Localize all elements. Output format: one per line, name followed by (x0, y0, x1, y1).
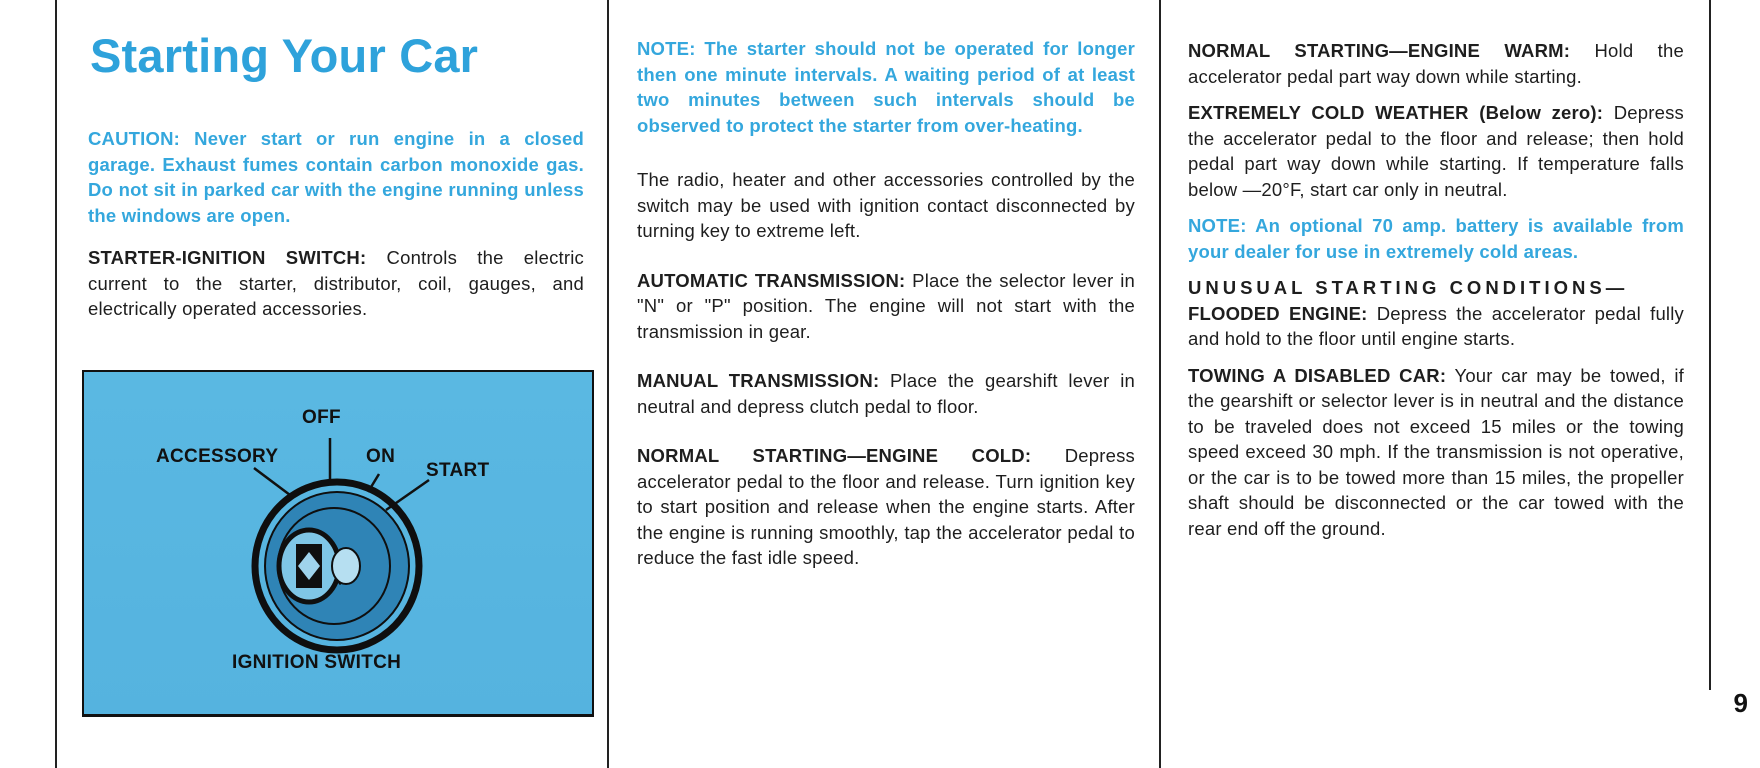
extreme-cold-text: Depress the accelerator pedal to the floor and release; then hold pedal part way down while starting. If temperature falls below —20°F, start car only in neutral. (1188, 102, 1684, 200)
flooded-engine-heading: FLOODED ENGINE: (1188, 302, 1368, 324)
column-divider-middle (607, 0, 609, 768)
off-label: OFF (302, 407, 341, 428)
unusual-conditions-paragraph (1188, 275, 1684, 352)
accessory-label: ACCESSORY (156, 446, 279, 467)
automatic-transmission-text: Place the selector lever in "N" or "P" position. The engine will not start with the transmission in gear. (637, 269, 1135, 342)
column-divider-far-right (1709, 0, 1711, 690)
column-divider-left (55, 0, 57, 768)
towing-paragraph (1188, 363, 1684, 542)
manual-transmission-paragraph (637, 368, 1135, 419)
engine-cold-text: Depress accelerator pedal to the floor and release. Turn ignition key to start position and release when the engine starts. After the engine is running smoothly, tap the accelerator pedal to reduce the fast idle speed. (637, 445, 1135, 568)
ignition-lock-icon (255, 482, 419, 650)
engine-warm-text: Hold the accelerator pedal part way down while starting. (1188, 40, 1684, 87)
extreme-cold-paragraph (1188, 100, 1684, 202)
start-label: START (426, 460, 490, 481)
unusual-conditions-heading: UNUSUAL STARTING CONDITIONS— (1188, 277, 1629, 298)
page-number: 9 (1733, 688, 1748, 718)
ignition-switch-heading: STARTER-IGNITION SWITCH: (88, 247, 367, 268)
engine-warm-heading: NORMAL STARTING—ENGINE WARM: (1188, 40, 1571, 61)
figure-caption: IGNITION SWITCH (232, 652, 402, 673)
automatic-transmission-heading: AUTOMATIC TRANSMISSION: (637, 269, 906, 291)
towing-heading: TOWING A DISABLED CAR: (1188, 364, 1447, 386)
flooded-engine-text: Depress the accelerator pedal fully and hold to the floor until engine starts. (1188, 302, 1684, 349)
ignition-switch-figure (82, 370, 594, 717)
column-3 (1188, 38, 1684, 541)
column-1 (88, 126, 584, 322)
accessories-paragraph: The radio, heater and other accessories controlled by the switch may be used with ignition contact disconnected by turning key to extreme left. (637, 169, 1135, 241)
manual-transmission-text: Place the gearshift lever in neutral and depress clutch pedal to floor. (637, 370, 1135, 417)
extreme-cold-heading: EXTREMELY COLD WEATHER (Below zero): (1188, 102, 1604, 123)
on-label: ON (366, 446, 396, 467)
engine-warm-paragraph (1188, 38, 1684, 89)
column-2 (637, 36, 1135, 571)
towing-text: Your car may be towed, if the gearshift or selector lever is in neutral and the distance to be traveled does not exceed 15 miles or the towing speed exceed 30 mph. If the transmission is not operative, or the car is to be towed more than 15 miles, the propeller shaft should be disconnected or the car towed with the rear end off the ground. (1188, 364, 1684, 539)
automatic-transmission-paragraph (637, 268, 1135, 345)
caution-paragraph: CAUTION: Never start or run engine in a closed garage. Exhaust fumes contain carbon monoxide gas. Do not sit in parked car with the engine running unless the windows are open. (88, 128, 584, 226)
ignition-switch-text: Controls the electric current to the starter, distributor, coil, gauges, and electrically operated accessories. (88, 247, 584, 319)
manual-transmission-heading: MANUAL TRANSMISSION: (637, 370, 880, 391)
engine-cold-heading: NORMAL STARTING—ENGINE COLD: (637, 445, 1032, 466)
engine-cold-paragraph (637, 443, 1135, 571)
column-divider-right (1159, 0, 1161, 768)
battery-note: NOTE: An optional 70 amp. battery is available from your dealer for use in extremely cold areas. (1188, 215, 1684, 262)
page-title: Starting Your Car (90, 29, 479, 82)
starter-note: NOTE: The starter should not be operated for longer then one minute intervals. A waiting period of at least two minutes between such intervals should be observed to protect the starter from over-heating. (637, 38, 1135, 136)
ignition-switch-paragraph (88, 245, 584, 322)
